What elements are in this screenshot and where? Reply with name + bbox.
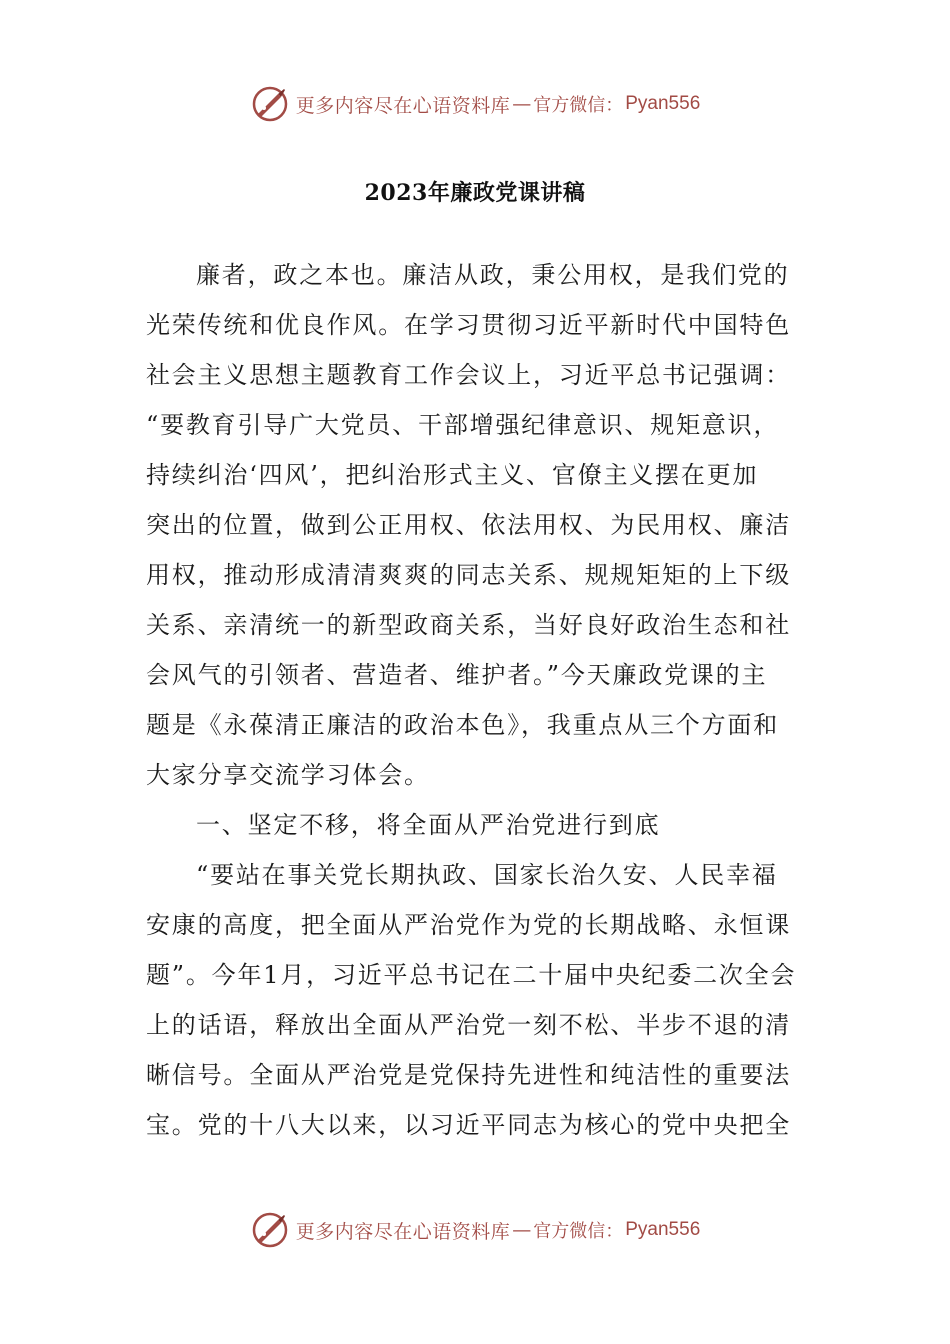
body-line: 宝。党的十八大以来，以习近平同志为核心的党中央把全 [146, 1111, 791, 1139]
body-line: 题”。今年1月，习近平总书记在二十届中央纪委二次全会 [146, 961, 797, 989]
banner-wechat-label: 官方微信： [533, 1221, 624, 1242]
body-line: 大家分享交流学习体会。 [146, 761, 430, 789]
banner-text: 更多内容尽在心语资料库 [295, 1220, 511, 1243]
document-body [146, 250, 806, 1150]
body-line: 安康的高度，把全面从严治党作为党的长期战略、永恒课 [146, 911, 791, 939]
footer-watermark-banner [0, 1206, 950, 1254]
header-watermark-banner [0, 80, 950, 128]
banner-separator: — [512, 93, 532, 115]
body-line: 突出的位置，做到公正用权、依法用权、为民用权、廉洁 [146, 511, 791, 539]
banner-wechat-id: Pyan556 [625, 1219, 701, 1240]
body-line: 会风气的引领者、营造者、维护者。”今天廉政党课的主 [146, 661, 768, 689]
body-line: 持续纠治‘四风’，把纠治形式主义、官僚主义摆在更加 [146, 461, 759, 489]
banner-wechat-id: Pyan556 [625, 93, 701, 114]
body-line: 关系、亲清统一的新型政商关系，当好良好政治生态和社 [146, 611, 791, 639]
body-line: “要教育引导广大党员、干部增强纪律意识、规矩意识， [146, 411, 780, 439]
body-line: “要站在事关党长期执政、国家长治久安、人民幸福 [196, 861, 778, 889]
body-line: 晰信号。全面从严治党是党保持先进性和纯洁性的重要法 [146, 1061, 791, 1089]
banner-separator: — [512, 1219, 532, 1241]
body-line: 用权，推动形成清清爽爽的同志关系、规规矩矩的上下级 [146, 561, 791, 589]
body-line: 题是《永葆清正廉洁的政治本色》，我重点从三个方面和 [146, 711, 779, 739]
banner-text: 更多内容尽在心语资料库 [295, 94, 511, 117]
pen-nib-logo-icon [250, 84, 290, 124]
body-line: 上的话语，释放出全面从严治党一刻不松、半步不退的清 [146, 1011, 791, 1039]
body-line: 社会主义思想主题教育工作会议上，习近平总书记强调： [146, 361, 791, 389]
document-title: 2023年廉政党课讲稿 [364, 180, 586, 206]
section-heading: 一、坚定不移，将全面从严治党进行到底 [196, 811, 661, 839]
banner-wechat-label: 官方微信： [533, 95, 624, 116]
body-line: 光荣传统和优良作风。在学习贯彻习近平新时代中国特色 [146, 311, 791, 339]
pen-nib-logo-icon [250, 1210, 290, 1250]
body-line: 廉者，政之本也。廉洁从政，秉公用权，是我们党的 [196, 261, 790, 289]
